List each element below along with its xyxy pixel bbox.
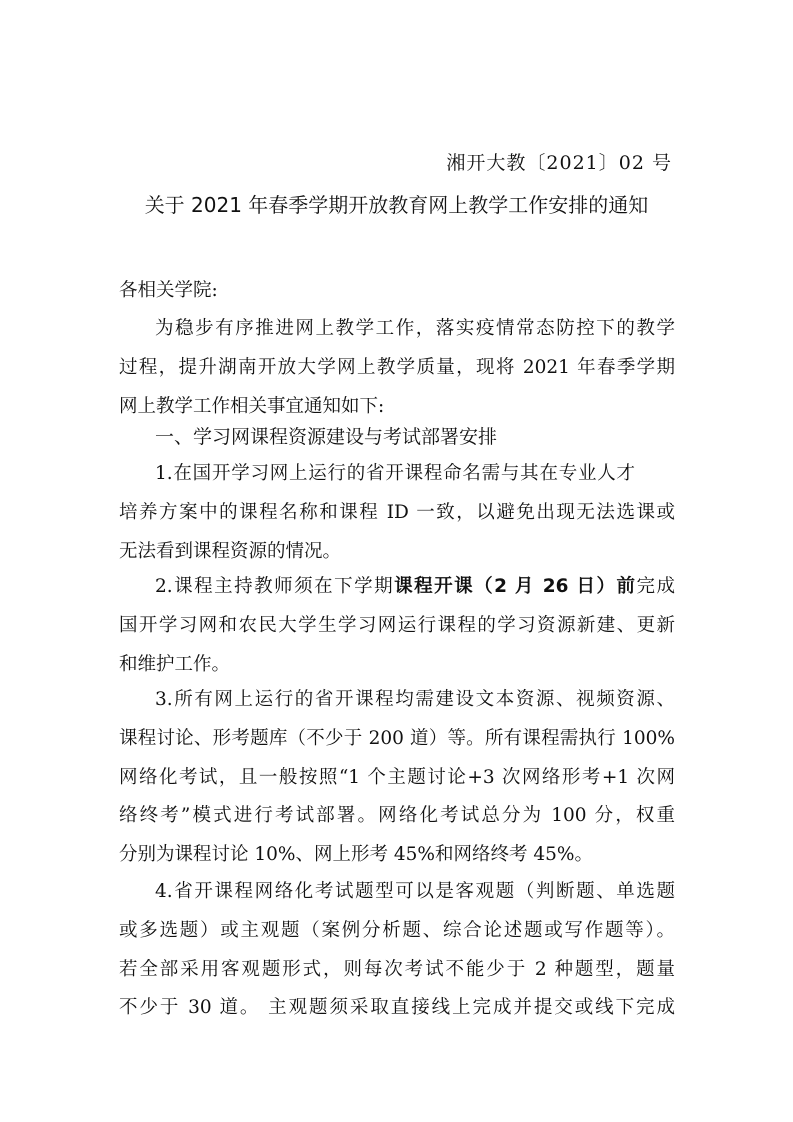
document-number: 湘开大教〔2021〕02 号 (446, 152, 672, 174)
intro-line: 网上教学工作相关事宜通知如下: (119, 395, 385, 417)
item-2-paragraph (119, 568, 675, 684)
item-4-paragraph (119, 873, 675, 1028)
item-2-text: 完成 (636, 576, 675, 597)
item-2-line (119, 568, 675, 607)
item-2-line: 和维护工作。 (119, 653, 231, 675)
item-3-line: 课程讨论、形考题库（不少于 200 道）等。所有课程需执行 100% (119, 727, 675, 749)
item-2-emphasis: 课程开课（2 月 26 日）前 (394, 576, 637, 597)
item-1-line: 1.在国开学习网上运行的省开课程命名需与其在专业人才 (155, 463, 635, 484)
intro-paragraph (119, 310, 675, 426)
item-2-line: 国开学习网和农民大学生学习网运行课程的学习资源新建、更新 (119, 614, 675, 636)
item-3-paragraph (119, 681, 675, 875)
item-3-line: 3.所有网上运行的省开课程均需建设文本资源、视频资源、 (155, 689, 675, 710)
item-3-line: 分别为课程讨论 10%、网上形考 45%和网络终考 45%。 (119, 844, 594, 866)
item-1-paragraph (119, 455, 675, 571)
salutation: 各相关学院: (119, 280, 218, 301)
item-1-line: 培养方案中的课程名称和课程 ID 一致，以避免出现无法选课或 (119, 501, 675, 523)
document-title: 关于 2021 年春季学期开放教育网上教学工作安排的通知 (144, 193, 649, 217)
item-1-line: 无法看到课程资源的情况。 (119, 540, 342, 562)
item-4-line: 若全部采用客观题形式，则每次考试不能少于 2 种题型，题量 (119, 958, 675, 980)
section-heading: 一、学习网课程资源建设与考试部署安排 (155, 426, 498, 448)
item-3-line: 络终考”模式进行考试部署。网络化考试总分为 100 分，权重 (119, 805, 675, 827)
item-4-line: 或多选题）或主观题（案例分析题、综合论述题或写作题等）。 (119, 919, 675, 941)
item-2-text: 2.课程主持教师须在下学期 (155, 576, 395, 597)
item-3-line: 网络化考试，且一般按照“1 个主题讨论+3 次网络形考+1 次网 (119, 766, 675, 788)
item-4-line: 不少于 30 道。 主观题须采取直接线上完成并提交或线下完成 (119, 997, 675, 1019)
intro-line: 为稳步有序推进网上教学工作，落实疫情常态防控下的教学 (155, 318, 675, 339)
item-4-line: 4.省开课程网络化考试题型可以是客观题（判断题、单选题 (155, 881, 675, 902)
intro-line: 过程，提升湖南开放大学网上教学质量，现将 2021 年春季学期 (119, 356, 675, 378)
